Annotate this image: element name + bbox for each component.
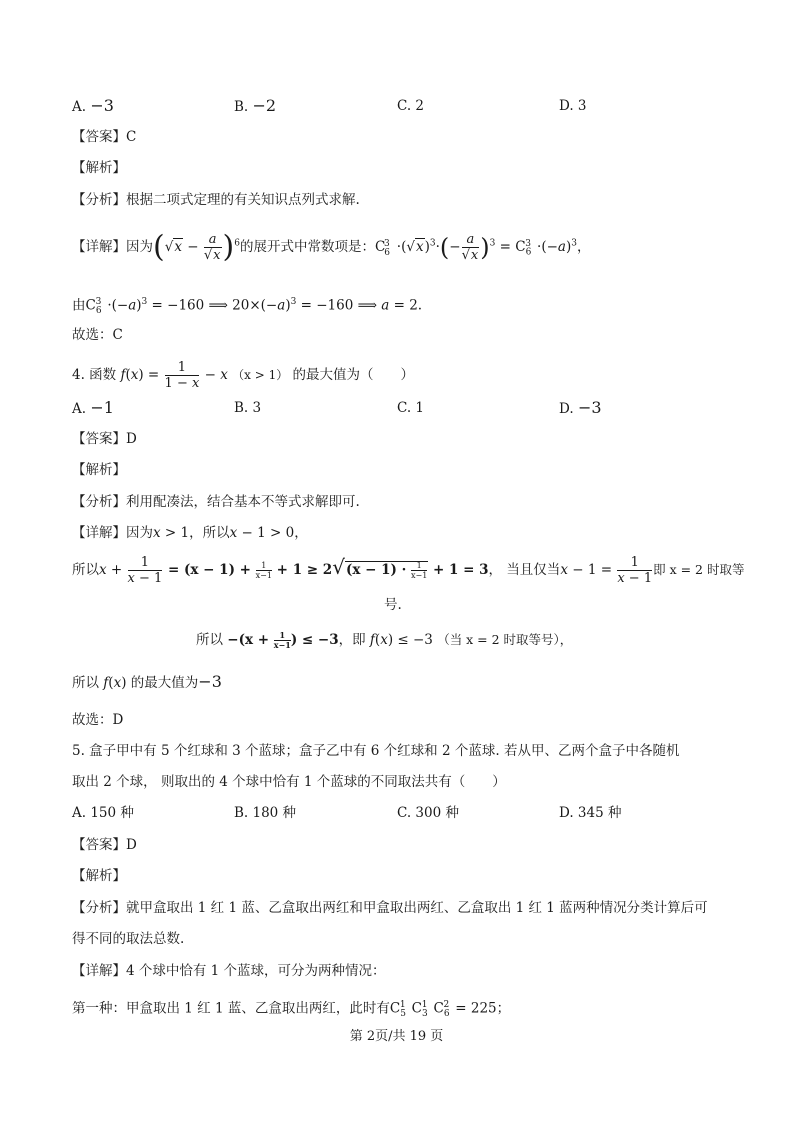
q3-answer: 【答案】C xyxy=(72,129,137,145)
q4-max-line: 所以 f(x) 的最大值为−3 xyxy=(72,672,222,691)
page-footer: 第 2页/共 19 页 xyxy=(349,1029,444,1044)
q4-guxuan: 故选：D xyxy=(72,712,124,728)
q5-stem-line1: 5. 盒子甲中有 5 个红球和 3 个蓝球；盒子乙中有 6 个红球和 2 个蓝球. 若从甲、乙两个盒子中各随机 xyxy=(72,743,680,759)
q5-option-d: D. 345 种 xyxy=(559,805,622,821)
q4-stem: 4. 函数 f(x) = $\frac{1}{1 - x}$ − x （x > 1） 的最大值为（ ） xyxy=(72,360,415,391)
q5-analysis-label: 【解析】 xyxy=(72,868,126,884)
q3-analysis-label: 【解析】 xyxy=(72,160,126,176)
q3-option-a: A. −3 xyxy=(72,96,114,115)
q3-solve-line: 由$C_6^3 \cdot(-a)^3 = -160$ ⟹ $20\times(-a)^3 = -160$ ⟹ a = 2. xyxy=(72,297,423,317)
q4-answer: 【答案】D xyxy=(72,431,137,447)
q3-option-d: D. 3 xyxy=(559,98,587,114)
q5-answer: 【答案】D xyxy=(72,837,137,853)
q4-hao: 号. xyxy=(384,597,402,613)
q4-option-c: C. 1 xyxy=(397,400,425,416)
q5-xiangjie: 【详解】4 个球中恰有 1 个蓝球，可分为两种情况： xyxy=(72,963,386,979)
q5-option-b: B. 180 种 xyxy=(234,805,297,821)
q3-xiangjie: 【详解】因为(√x − $\frac{a}{√x}$ )$^6$的展开式中常数项是：$C_6^3 \cdot(√x)^3\cdot(-$ $\frac{a}{√x}$ )$^3 = C_6^3 \cdot(-a)^3$， xyxy=(72,229,591,265)
q4-inequality-line: 所以x + $\frac{1}{x - 1}$ = (x − 1) + $\frac{1}{x-1}$ + 1 ≥ 2√(x − 1) · $\frac{1}{x-1}$ + 1 = 3， 当且仅当x − 1 = $\frac{1}{x - 1}$ 即 x = 2 时取等 xyxy=(72,555,745,586)
q4-neg-line: 所以 −(x + $\frac{1}{x-1}$ ) ≤ −3，即 f(x) ≤ −3 （当 x = 2 时取等号）， xyxy=(196,630,573,650)
q4-analysis-label: 【解析】 xyxy=(72,462,126,478)
q5-case1: 第一种：甲盒取出 1 红 1 蓝、乙盒取出两红，此时有$C_5^1$ $C_3^1$ $C_6^2 = 225$； xyxy=(72,1000,511,1020)
q3-guxuan: 故选：C xyxy=(72,327,123,343)
q4-fenxi: 【分析】利用配凑法，结合基本不等式求解即可. xyxy=(72,494,360,510)
q4-option-d: D. −3 xyxy=(559,398,602,417)
q5-fenxi-line1: 【分析】就甲盒取出 1 红 1 蓝、乙盒取出两红和甲盒取出两红、乙盒取出 1 红 1 蓝两种情况分类计算后可 xyxy=(72,900,708,916)
q5-fenxi-line2: 得不同的取法总数. xyxy=(72,931,185,947)
q4-xiangjie: 【详解】因为x > 1，所以x − 1 > 0， xyxy=(72,525,308,541)
q4-option-b: B. 3 xyxy=(234,400,262,416)
q3-option-b: B. −2 xyxy=(234,96,277,115)
q3-fenxi: 【分析】根据二项式定理的有关知识点列式求解. xyxy=(72,192,360,208)
q3-option-c: C. 2 xyxy=(397,98,425,114)
q5-option-c: C. 300 种 xyxy=(397,805,459,821)
q4-option-a: A. −1 xyxy=(72,398,114,417)
q5-option-a: A. 150 种 xyxy=(72,805,134,821)
q5-stem-line2: 取出 2 个球， 则取出的 4 个球中恰有 1 个蓝球的不同取法共有（ ） xyxy=(72,774,506,790)
